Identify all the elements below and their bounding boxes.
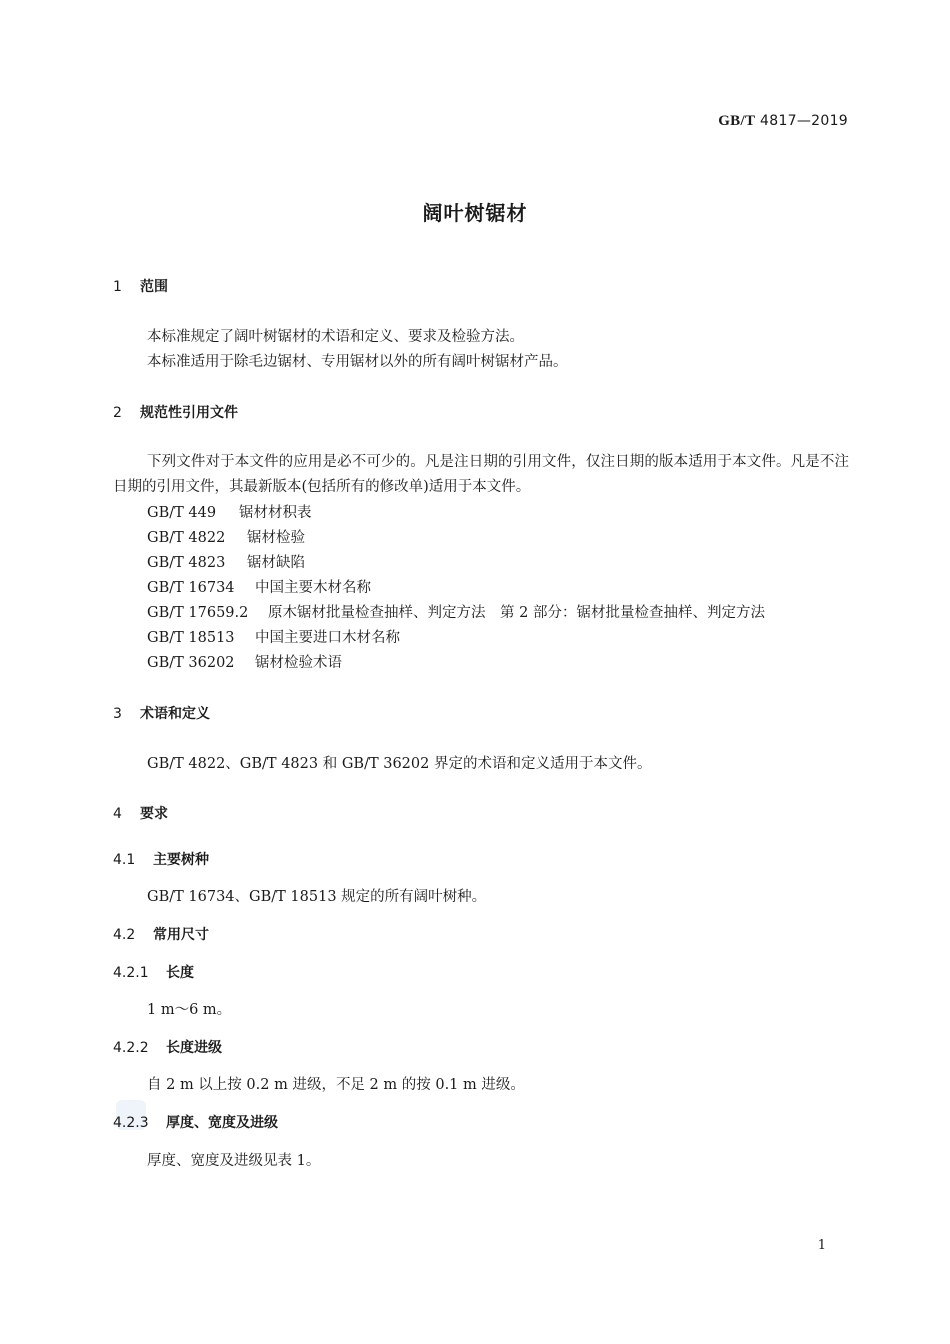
reference-title: 中国主要进口木材名称 [255, 630, 400, 646]
subsection-number: 4.2.3 [113, 1115, 149, 1131]
section-heading-2 [113, 402, 238, 422]
subsection-title: 长度 [166, 965, 194, 981]
section-title: 要求 [140, 806, 168, 822]
standard-prefix: GB/T [718, 113, 756, 129]
section-title: 规范性引用文件 [140, 405, 238, 421]
subsection-number: 4.2 [113, 927, 136, 943]
paragraph: 自 2 m 以上按 0.2 m 进级，不足 2 m 的按 0.1 m 进级。 [147, 1077, 525, 1093]
reference-code: GB/T 36202 [147, 655, 235, 671]
reference-code: GB/T 18513 [147, 630, 235, 646]
reference-title: 锯材检验术语 [255, 655, 342, 671]
paragraph: GB/T 4822、GB/T 4823 和 GB/T 36202 界定的术语和定义适用于本文件。 [147, 756, 652, 772]
section-number: 3 [113, 706, 122, 722]
subsection-number: 4.1 [113, 852, 136, 868]
section-heading-3 [113, 703, 210, 723]
reference-title: 锯材缺陷 [247, 555, 305, 571]
subsection-heading-4-2-2 [113, 1037, 222, 1057]
reference-code: GB/T 4822 [147, 530, 226, 546]
subsection-number: 4.2.1 [113, 965, 149, 981]
section-title: 术语和定义 [140, 706, 210, 722]
reference-code: GB/T 17659.2 [147, 605, 249, 621]
reference-item [147, 626, 400, 647]
paragraph [113, 450, 849, 500]
standard-number: 4817—2019 [760, 113, 848, 129]
reference-title: 原木锯材批量检查抽样、判定方法 第 2 部分：锯材批量检查抽样、判定方法 [268, 605, 765, 621]
reference-title: 中国主要木材名称 [255, 580, 371, 596]
subsection-title: 主要树种 [153, 852, 209, 868]
reference-code: GB/T 16734 [147, 580, 235, 596]
paragraph: 本标准规定了阔叶树锯材的术语和定义、要求及检验方法。 [147, 329, 524, 345]
reference-title: 锯材材积表 [239, 505, 312, 521]
reference-item [147, 651, 342, 672]
subsection-heading-4-1 [113, 849, 209, 869]
reference-item [147, 601, 765, 622]
subsection-heading-4-2-3 [113, 1112, 278, 1132]
section-number: 1 [113, 279, 122, 295]
paragraph: 厚度、宽度及进级见表 1。 [147, 1153, 321, 1169]
section-title: 范围 [140, 279, 168, 295]
section-number: 2 [113, 405, 122, 421]
reference-item [147, 501, 312, 522]
reference-code: GB/T 449 [147, 505, 217, 521]
paragraph: 1 m～6 m。 [147, 1002, 232, 1018]
intro-text: 下列文件对于本文件的应用是必不可少的。凡是注日期的引用文件，仅注日期的版本适用于本文件。凡是不注日期的引用文件，其最新版本(包括所有的修改单)适用于本文件。 [113, 454, 849, 495]
reference-title: 锯材检验 [247, 530, 305, 546]
reference-item [147, 526, 305, 547]
reference-item [147, 551, 305, 572]
subsection-title: 常用尺寸 [153, 927, 209, 943]
paragraph: GB/T 16734、GB/T 18513 规定的所有阔叶树种。 [147, 889, 487, 905]
page-number: 1 [817, 1238, 826, 1253]
paragraph: 本标准适用于除毛边锯材、专用锯材以外的所有阔叶树锯材产品。 [147, 354, 568, 370]
subsection-heading-4-2-1 [113, 962, 194, 982]
standard-code [718, 113, 848, 130]
section-number: 4 [113, 806, 122, 822]
subsection-title: 厚度、宽度及进级 [166, 1115, 278, 1131]
document-title: 阔叶树锯材 [422, 201, 528, 225]
subsection-heading-4-2 [113, 924, 209, 944]
subsection-title: 长度进级 [166, 1040, 222, 1056]
section-heading-1 [113, 276, 168, 296]
subsection-number: 4.2.2 [113, 1040, 149, 1056]
section-heading-4 [113, 803, 168, 823]
reference-code: GB/T 4823 [147, 555, 226, 571]
reference-item [147, 576, 371, 597]
